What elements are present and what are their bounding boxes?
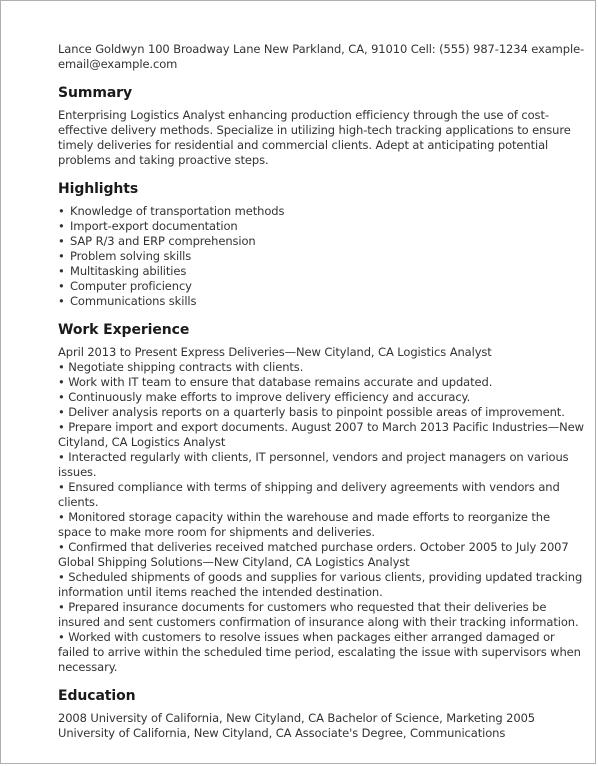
work-line: • Interacted regularly with clients, IT personnel, vendors and project managers on various issues. <box>58 450 569 479</box>
summary-heading: Summary <box>58 85 133 101</box>
highlight-item: • Multitasking abilities <box>58 264 586 279</box>
work-line: • Continuously make efforts to improve delivery efficiency and accuracy. <box>58 390 471 404</box>
resume-content <box>58 42 586 741</box>
work-line: • Work with IT team to ensure that database remains accurate and updated. <box>58 375 493 389</box>
work-line: • Scheduled shipments of goods and supplies for various clients, providing updated tracking information until items reached the intended destination. <box>58 570 583 599</box>
highlight-item: • SAP R/3 and ERP comprehension <box>58 234 586 249</box>
highlight-item: • Knowledge of transportation methods <box>58 204 586 219</box>
highlight-item: • Computer proficiency <box>58 279 586 294</box>
education-heading: Education <box>58 688 136 704</box>
contact-info: Lance Goldwyn 100 Broadway Lane New Parkland, CA, 91010 Cell: (555) 987-1234 example-email@example.com <box>58 42 585 71</box>
highlights-heading: Highlights <box>58 181 139 197</box>
work-line: • Prepared insurance documents for customers who requested that their deliveries be insured and sent customers confirmation of insurance along with their tracking information. <box>58 600 579 629</box>
highlight-item: • Import-export documentation <box>58 219 586 234</box>
education-section <box>58 687 586 741</box>
summary-section <box>58 84 586 168</box>
highlights-section <box>58 180 586 309</box>
work-line: • Negotiate shipping contracts with clients. <box>58 360 304 374</box>
work-line: • Confirmed that deliveries received matched purchase orders. October 2005 to July 2007 Global Shipping Solutions—New Cityland, CA Logistics Analyst <box>58 540 569 569</box>
highlights-list <box>58 204 586 309</box>
work-experience-section <box>58 321 586 675</box>
work-line: • Worked with customers to resolve issues when packages either arranged damaged or failed to arrive within the scheduled time period, escalating the issue with supervisors when necessary. <box>58 630 581 674</box>
work-experience-heading: Work Experience <box>58 322 190 338</box>
work-line: April 2013 to Present Express Deliveries—New Cityland, CA Logistics Analyst <box>58 345 492 359</box>
work-line: • Monitored storage capacity within the warehouse and made efforts to reorganize the space to make more room for shipments and deliveries. <box>58 510 550 539</box>
work-experience-body <box>58 345 586 675</box>
highlight-item: • Communications skills <box>58 294 586 309</box>
work-line: • Ensured compliance with terms of shipping and delivery agreements with vendors and clients. <box>58 480 560 509</box>
work-line: • Deliver analysis reports on a quarterly basis to pinpoint possible areas of improvement. <box>58 405 565 419</box>
education-text: 2008 University of California, New Cityland, CA Bachelor of Science, Marketing 2005 University of California, New Cityland, CA Associate's Degree, Communications <box>58 711 536 740</box>
highlight-item: • Problem solving skills <box>58 249 586 264</box>
work-line: • Prepare import and export documents. August 2007 to March 2013 Pacific Industries—New Cityland, CA Logistics Analyst <box>58 420 584 449</box>
summary-text: Enterprising Logistics Analyst enhancing production efficiency through the use of cost-effective delivery methods. Specialize in utilizing high-tech tracking applications to ensure timely deliveries for residential and commercial clients. Adept at anticipating potential problems and taking proactive steps. <box>58 108 571 167</box>
